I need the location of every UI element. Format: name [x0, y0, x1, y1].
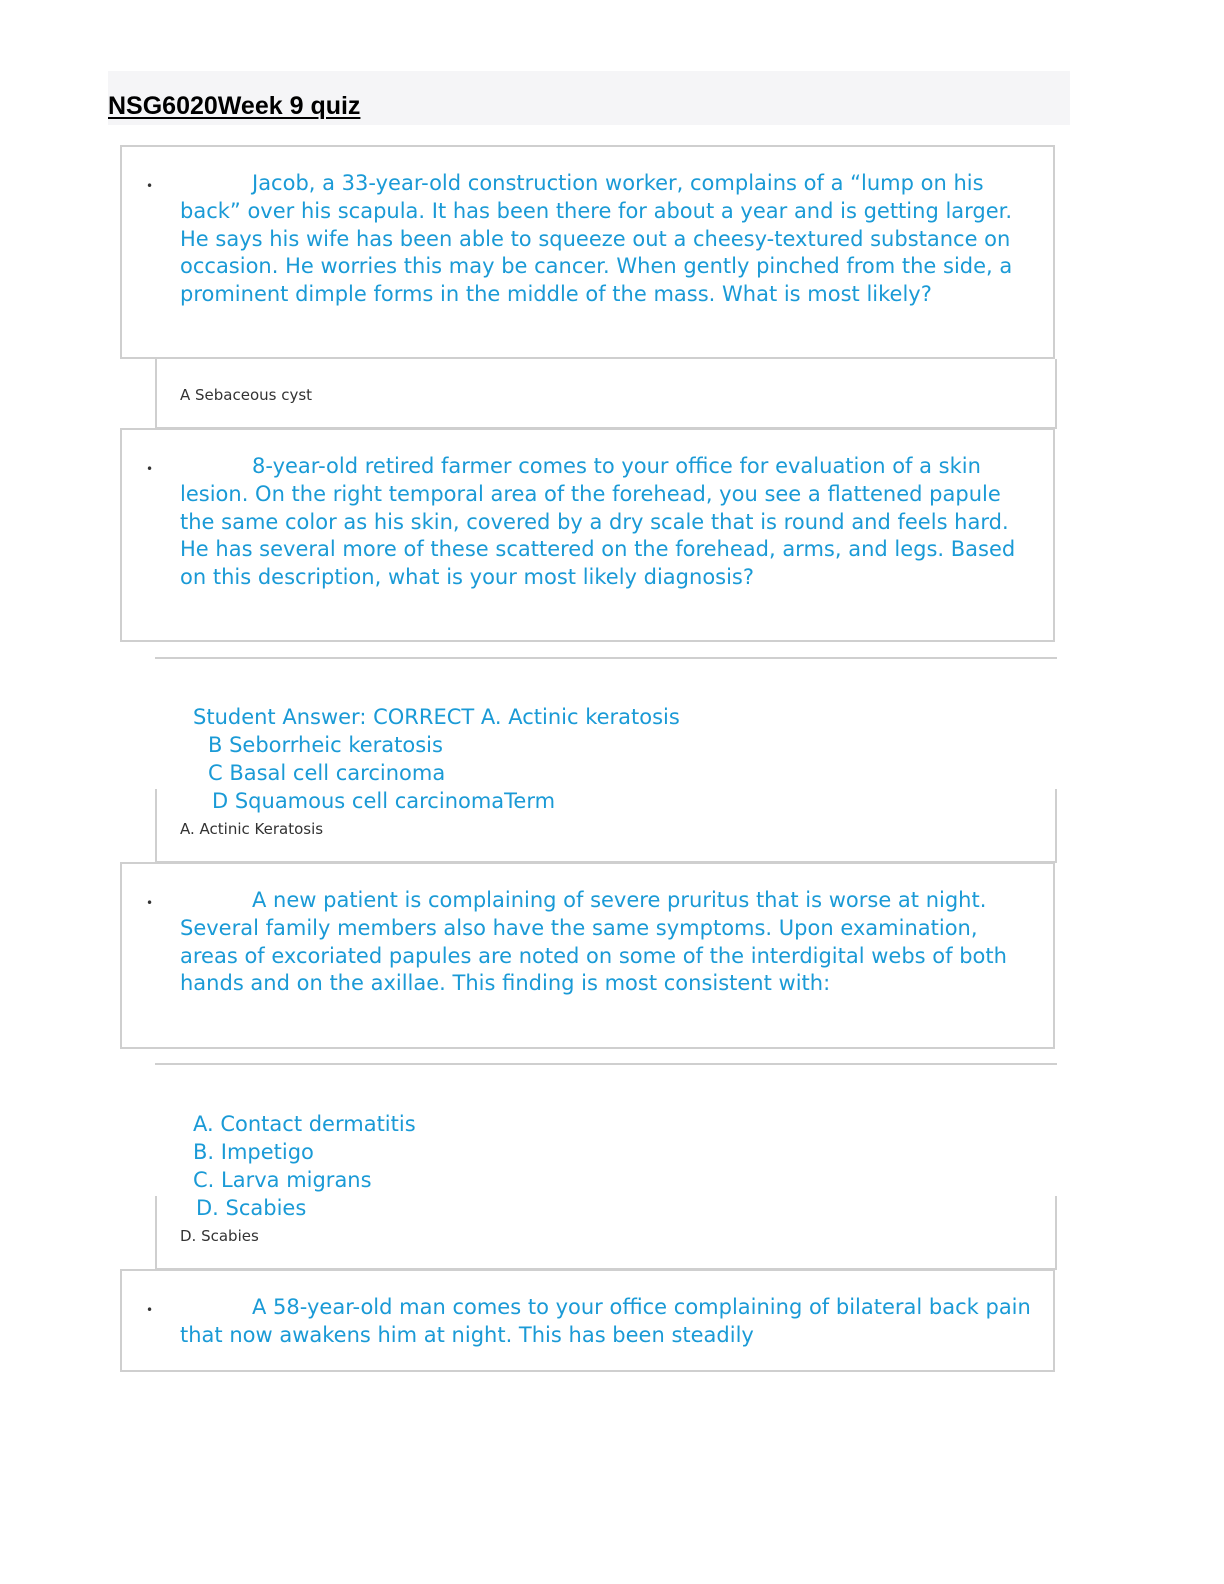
divider — [155, 1063, 1057, 1065]
bullet: • — [146, 896, 154, 910]
question-3-box — [120, 862, 1055, 1049]
question-2-box — [120, 428, 1055, 642]
bullet: • — [146, 462, 154, 476]
question-3-option: B. Impetigo — [193, 1140, 314, 1164]
question-2-option: Student Answer: CORRECT A. Actinic keratosis — [193, 705, 680, 729]
answer-3-box — [155, 1196, 1057, 1270]
bullet: • — [146, 179, 154, 193]
question-1-box — [120, 145, 1055, 359]
question-3-option: C. Larva migrans — [193, 1168, 372, 1192]
answer-1-text: A Sebaceous cyst — [180, 386, 313, 404]
question-1-text: Jacob, a 33-year-old construction worker, complains of a “lump on his back” over his scapula. It has been there for about a year and is getting larger. He says his wife has been able to squeeze out a cheesy-textured substance on occasion. He worries this may be cancer. When gently pinched from the side, a prominent dimple forms in the middle of the mass. What is most likely? — [180, 171, 1013, 307]
page-title: NSG6020Week 9 quiz — [108, 92, 361, 120]
question-2-option: B Seborrheic keratosis — [208, 733, 443, 757]
question-2-option: D Squamous cell carcinomaTerm — [212, 789, 556, 813]
question-3-text: A new patient is complaining of severe pruritus that is worse at night. Several family members also have the same symptoms. Upon examination, areas of excoriated papules are noted on some of the interdigital webs of both hands and on the axillae. This finding is most consistent with: — [180, 888, 1007, 996]
question-4-box — [120, 1269, 1055, 1372]
divider — [155, 657, 1057, 659]
question-2-text: 8-year-old retired farmer comes to your office for evaluation of a skin lesion. On the right temporal area of the forehead, you see a flattened papule the same color as his skin, covered by a dry scale that is round and feels hard. He has several more of these scattered on the forehead, arms, and legs. Based on this description, what is your most likely diagnosis? — [180, 454, 1016, 590]
question-4-text: A 58-year-old man comes to your office complaining of bilateral back pain that now awakens him at night. This has been steadily — [180, 1295, 1031, 1347]
question-2-option: C Basal cell carcinoma — [208, 761, 446, 785]
question-3-option: D. Scabies — [196, 1196, 307, 1220]
question-3-option: A. Contact dermatitis — [193, 1112, 416, 1136]
answer-2-text: A. Actinic Keratosis — [180, 820, 324, 838]
bullet: • — [146, 1303, 154, 1317]
answer-3-text: D. Scabies — [180, 1227, 259, 1245]
